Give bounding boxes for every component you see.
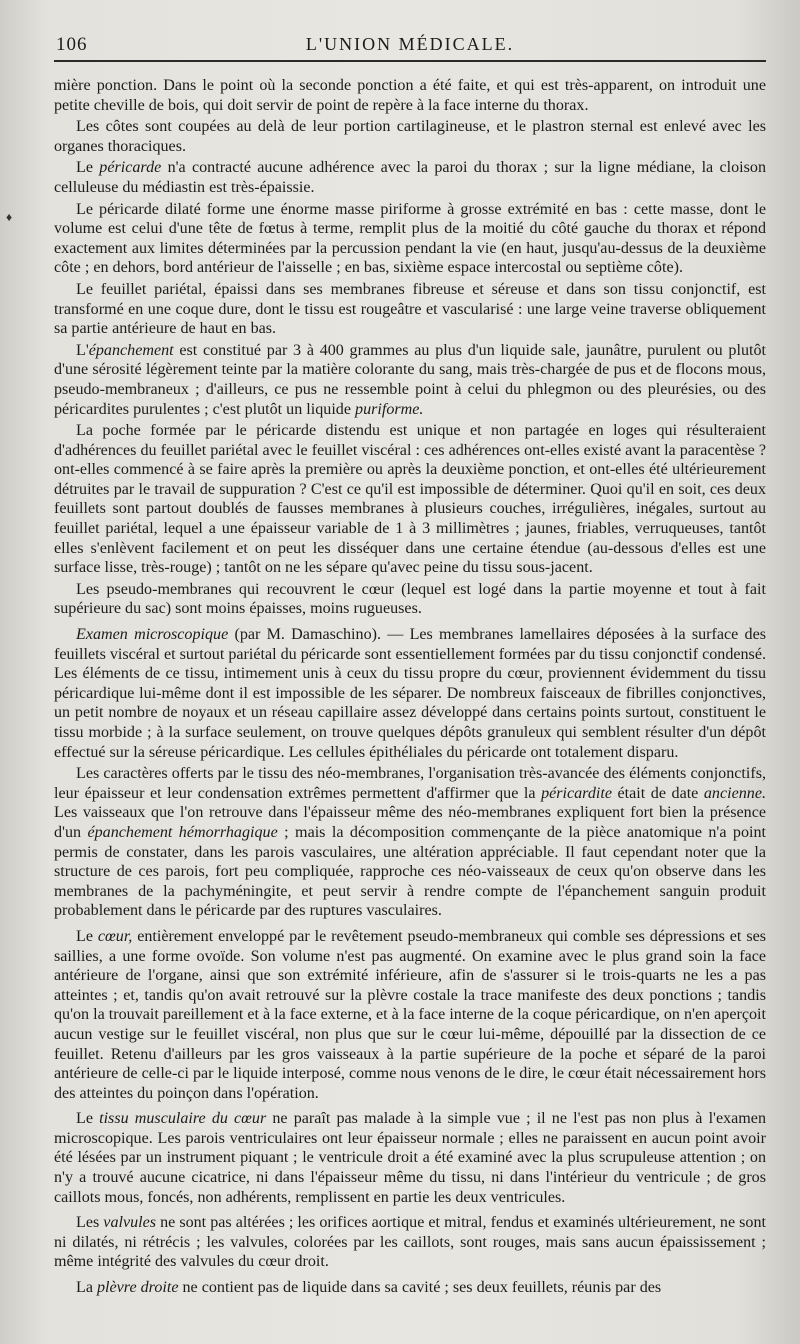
text-run: Le feuillet pariétal, épaissi dans ses membranes fibreuse et séreuse et dans son tissu conjonctif, est transformé en une coque dure, dont le tissu est rougeâtre et vascularisé : une large veine traverse obliquement sa partie antérieure de haut en bas.: [54, 280, 766, 338]
italic-text: péricardite: [541, 784, 612, 802]
italic-text: ancienne.: [703, 784, 766, 802]
paragraph: [54, 117, 766, 156]
paragraph: [54, 927, 766, 1103]
paragraph: [54, 158, 766, 197]
text-run: entièrement enveloppé par le revêtement pseudo-membraneux qui comble ses dépressions et ses saillies, a une forme ovoïde. Son volume n'est pas augmenté. On examine avec le plus grand soin la face antérieure de l'organe, ainsi que son extrémité inférieure, afin de s'assurer si le trois-quarts ne les a pas atteintes ; et, tandis qu'on avait retrouvé sur la plèvre costale la trace manifeste des deux ponctions ; tandis qu'on la trouvait pareillement et à la face externe, et à la face interne de la coque péricardique, on n'en aperçoit aucun vestige sur le feuillet viscéral, non plus que sur le cœur lui-même, dépouillé par la dissection de ce feuillet. Retenu d'ailleurs par les gros vaisseaux à la partie supérieure de la poche et séparé de la paroi antérieure de celle-ci par le liquide interposé, comme nous venons de le dire, le cœur était nécessairement hors des atteintes du poinçon dans l'opération.: [54, 927, 766, 1102]
text-run: Les vaisseaux que l'on retrouve dans l'épaisseur même des néo-membranes expliquent fort bien la présence d'un: [54, 804, 766, 841]
text-run: ne paraît pas malade à la simple vue ; il ne l'est pas non plus à l'examen microscopique. Les parois ventriculaires ont leur épaisseur normale ; elles ne paraissent en aucun point avoir été lésées par un instrument piquant ; le ventricule droit a été examiné avec la plus scrupuleuse attention ; on n'y a trouvé aucune cicatrice, ni dans l'épaisseur même du tissu, ni dans l'intérieur du ventricule ; de gros caillots mous, foncés, non adhérents, remplissent en partie les deux ventricules.: [54, 1110, 766, 1206]
text-run: Le péricarde dilaté forme une énorme masse piriforme à grosse extrémité en bas : cette masse, dont le volume est celui d'une tête de fœtus à terme, remplit plus de la moitié du côté gauche du thorax et répond exactement aux limites déterminées par la percussion pendant la vie (en haut, jusqu'au-dessus de la deuxième côte ; en dehors, bord antérieur de l'aisselle ; en bas, sixième espace intercostal ou septième côte).: [54, 200, 766, 277]
paragraph: [54, 625, 766, 762]
italic-text: péricarde: [99, 159, 162, 177]
text-run: Les: [76, 1214, 104, 1232]
text-run: Les pseudo-membranes qui recouvrent le cœur (lequel est logé dans la partie moyenne et tout à fait supérieure du sac) sont moins épaisses, moins rugueuses.: [54, 580, 766, 618]
text-run: était de date: [611, 784, 704, 802]
paragraph: [54, 1213, 766, 1272]
text-run: Les caractères offerts par le tissu des néo-membranes, l'organisation très-avancée des éléments conjonctifs, leur épaisseur et leur condensation extrêmes permettent d'affirmer que la: [54, 765, 766, 802]
italic-text: puriforme.: [355, 400, 424, 418]
text-run: Le: [76, 159, 100, 177]
text-run: est constitué par 3 à 400 grammes au plus d'un liquide sale, jaunâtre, purulent ou plutôt d'une sérosité légèrement teinte par la matière colorante du sang, mais très-chargée de pus et de flocons mous, pseudo-membraneux ; d'ailleurs, ce pus ne ressemble point à celui du phlegmon ou des pleurésies, ou des péricardites purulentes ; c'est plutôt un liquide: [54, 341, 766, 418]
text-run: ne sont pas altérées ; les orifices aortique et mitral, fendus et examinés ultérieurement, ne sont ni dilatés, ni rétrécis ; les valvules, colorées par les caillots, sont rouges, mais sans aucun épaississement ; même intégrité des valvules du cœur droit.: [54, 1214, 766, 1271]
paragraph: [54, 764, 766, 921]
text-run: L': [76, 341, 89, 359]
italic-text: valvules: [103, 1214, 157, 1232]
italic-text: Examen microscopique: [76, 626, 229, 644]
paragraph: [54, 341, 766, 419]
paragraph: [54, 1278, 766, 1298]
text-run: ; mais la décomposition commençante de la pièce anatomique n'a point permis de constater, dans les parois vasculaires, une altération appréciable. Il faut cependant noter que la structure de ces parois, fort peu compliquée, rapproche ces néo-vaisseaux de ceux qu'on observe dans les membranes de la pachyméningite, et peut servir à rendre compte de l'épanchement sanguin produit probablement dans le péricarde par des ruptures vasculaires.: [54, 823, 766, 920]
page-number: 106: [56, 34, 88, 55]
page-header: [54, 30, 766, 62]
running-title: L'UNION MÉDICALE.: [305, 34, 515, 54]
text-run: ne contient pas de liquide dans sa cavité ; ses deux feuillets, réunis par des: [178, 1279, 662, 1297]
italic-text: épanchement hémorrhagique: [87, 823, 278, 841]
text-run: mière ponction. Dans le point où la seconde ponction a été faite, et qui est très-apparent, on introduit une petite cheville de bois, qui doit servir de point de repère à la face interne du thorax.: [54, 77, 766, 114]
paragraph: [54, 1109, 766, 1207]
italic-text: plèvre droite: [97, 1279, 179, 1297]
italic-text: tissu musculaire du cœur: [99, 1110, 267, 1128]
paragraph: [54, 200, 766, 278]
paragraph: [54, 76, 766, 115]
text-run: Les côtes sont coupées au delà de leur portion cartilagineuse, et le plastron sternal est enlevé avec les organes thoraciques.: [54, 118, 766, 155]
body-text: [54, 76, 766, 1298]
text-run: La poche formée par le péricarde distendu est unique et non partagée en loges qui résulteraient d'adhérences du feuillet pariétal avec le feuillet viscéral : ces adhérences ont-elles existé avant la paracentèse ? ont-elles commencé à se faire après la première ou après la deuxième ponction, et ont-elles été ultérieurement détruites par le travail de suppuration ? C'est ce qu'il est impossible de déterminer. Quoi qu'il en soit, ces deux feuillets sont partout doublés de fausses membranes à plusieurs couches, irrégulières, inégales, surtout au feuillet pariétal, lequel a une épaisseur variable de 1 à 3 millimètres ; jaunes, friables, verruqueuses, tantôt elles s'enlèvent facilement et on peut les disséquer dans une certaine étendue (au-dessous d'elles est une surface lisse, très-rouge) ; tantôt on ne les sépare qu'avec peine du tissu sous-jacent.: [54, 422, 766, 577]
italic-text: cœur,: [97, 927, 133, 945]
text-run: La: [76, 1279, 97, 1297]
text-run: n'a contracté aucune adhérence avec la paroi du thorax ; sur la ligne médiane, la cloison celluleuse du médiastin est très-épaissie.: [54, 159, 767, 196]
text-run: (par M. Damaschino). — Les membranes lamellaires déposées à la surface des feuillets viscéral et surtout pariétal du péricarde sont essentiellement formées par du tissu conjonctif condensé. Les éléments de ce tissu, intimement unis à ceux du tissu propre du cœur, proviennent évidemment du tissu péricardique lui-même dont il est impossible de les séparer. De nombreux faisceaux de fibrilles conjonctives, un petit nombre de noyaux et un réseau capillaire assez développé dans certains points surtout, constituent le tissu morbide ; à la surface seulement, on trouve quelques dépôts granuleux qui semblent résulter d'un dépôt effectué sur la séreuse péricardique. Les cellules épithéliales du péricarde ont totalement disparu.: [54, 626, 767, 761]
text-run: Le: [76, 1110, 100, 1128]
paragraph: [54, 580, 766, 619]
text-run: Le: [76, 927, 98, 945]
paragraph: [54, 280, 766, 339]
margin-mark-icon: ♦: [6, 210, 13, 224]
paragraph: [54, 421, 766, 578]
italic-text: épanchement: [88, 341, 174, 359]
